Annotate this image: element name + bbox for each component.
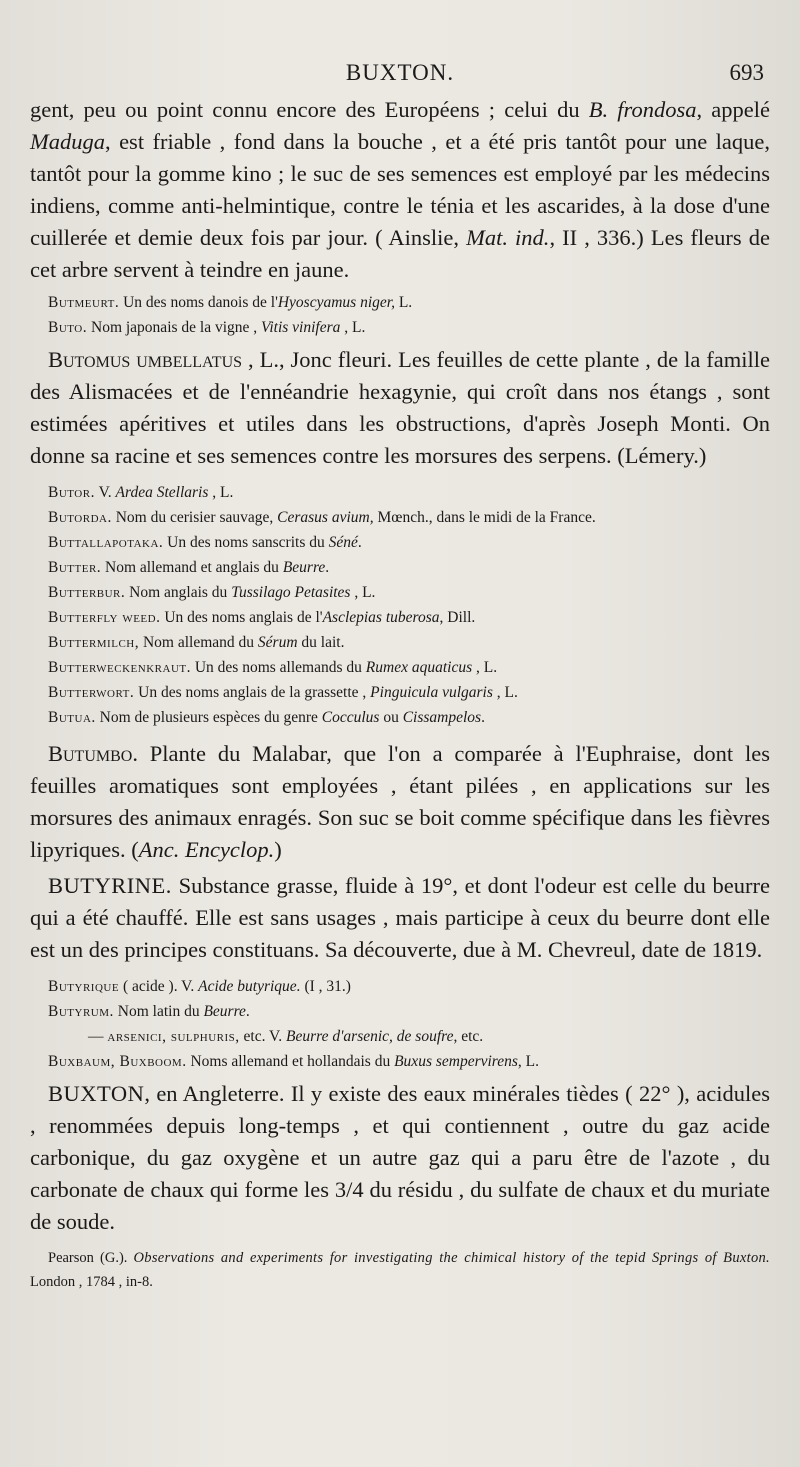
entry-butyrique: Butyrique ( acide ). V. Acide butyrique. (I , 31.) [48,978,351,995]
entry-buttermilch: Buttermilch, Nom allemand du Sérum du lait. [48,634,345,651]
entry-butor: Butor. V. Ardea Stellaris , L. [48,484,234,501]
entry-butua: Butua. Nom de plusieurs espèces du genre Cocculus ou Cissampelos. [48,709,485,726]
entry-butterwort: Butterwort. Un des noms anglais de la grassette , Pinguicula vulgaris , L. [48,684,518,701]
running-head [30,50,770,94]
entry-arsenici: — arsenici, sulphuris, etc. V. Beurre d'arsenic, de soufre, etc. [88,1028,484,1045]
paragraph-butyrine: BUTYRINE. Substance grasse, fluide à 19°, et dont l'odeur est celle du beurre qui a été chauffé. Elle est sans usages , mais participe à ceux du beurre dont elle est un des principes constituans. Sa découverte, due à M. Chevreul, date de 1819. [30,873,770,962]
entry-butter: Butter. Nom allemand et anglais du Beurre. [48,559,330,576]
bibliography-pearson: Pearson (G.). Observations and experiments for investigating the chimical history of the tepid Springs of Buxton. London , 1784 , in-8. [30,1250,770,1290]
paragraph-butumbo: Butumbo. Plante du Malabar, que l'on a comparée à l'Euphraise, dont les feuilles aromatiques sont employées , étant pilées , en applications sur les morsures des animaux enragés. Son suc se boit comme spécifique dans les fièvres lipyriques. (Anc. Encyclop.) [30,741,770,862]
entry-butterweckenkraut: Butterweckenkraut. Un des noms allemands du Rumex aquaticus , L. [48,659,498,676]
paragraph-intro-continued: gent, peu ou point connu encore des Européens ; celui du B. frondosa, appelé Maduga, est friable , fond dans la bouche , et a été pris tantôt pour une laque, tantôt pour la gomme kino ; le suc de ses semences est employé par les médecins indiens, comme anti-helmintique, contre le ténia et les ascarides, à la dose d'une cuillerée et demie deux fois par jour. ( Ainslie, Mat. ind., II , 336.) Les fleurs de cet arbre servent à teindre en jaune. [30,97,770,282]
entry-butterbur: Butterbur. Nom anglais du Tussilago Petasites , L. [48,584,376,601]
entry-butyrum: Butyrum. Nom latin du Beurre. [48,1003,250,1020]
running-title: BUXTON. [345,60,455,85]
entry-buxbaum: Buxbaum, Buxboom. Noms allemand et hollandais du Buxus sempervirens, L. [48,1053,540,1070]
entry-buttallapotaka: Buttallapotaka. Un des noms sanscrits du Séné. [48,534,362,551]
paragraph-butomus: Butomus umbellatus , L., Jonc fleuri. Les feuilles de cette plante , de la famille des Alismacées et de l'ennéandrie hexagynie, qui croît dans nos étangs , sont estimées apéritives et utiles dans les obstructions, d'après Joseph Monti. On donne sa racine et ses semences contre les morsures des serpens. (Lémery.) [30,347,770,468]
entry-butorda: Butorda. Nom du cerisier sauvage, Cerasus avium, Mœnch., dans le midi de la France. [48,509,596,526]
entry-butterfly-weed: Butterfly weed. Un des noms anglais de l'Asclepias tuberosa, Dill. [48,609,476,626]
entry-butmeurt: Butmeurt. Un des noms danois de l'Hyoscyamus niger, L. [48,294,413,311]
entry-buto: Buto. Nom japonais de la vigne , Vitis vinifera , L. [48,319,366,336]
page-number: 693 [729,60,764,85]
paragraph-buxton: BUXTON, en Angleterre. Il y existe des eaux minérales tièdes ( 22° ), acidules , renommées depuis long-temps , et qui contiennent , outre du gaz acide carbonique, du gaz oxygène et un autre gaz qui a paru être de l'azote , du carbonate de chaux qui forme les 3/4 du résidu , du sulfate de chaux et du muriate de soude. [30,1081,770,1234]
